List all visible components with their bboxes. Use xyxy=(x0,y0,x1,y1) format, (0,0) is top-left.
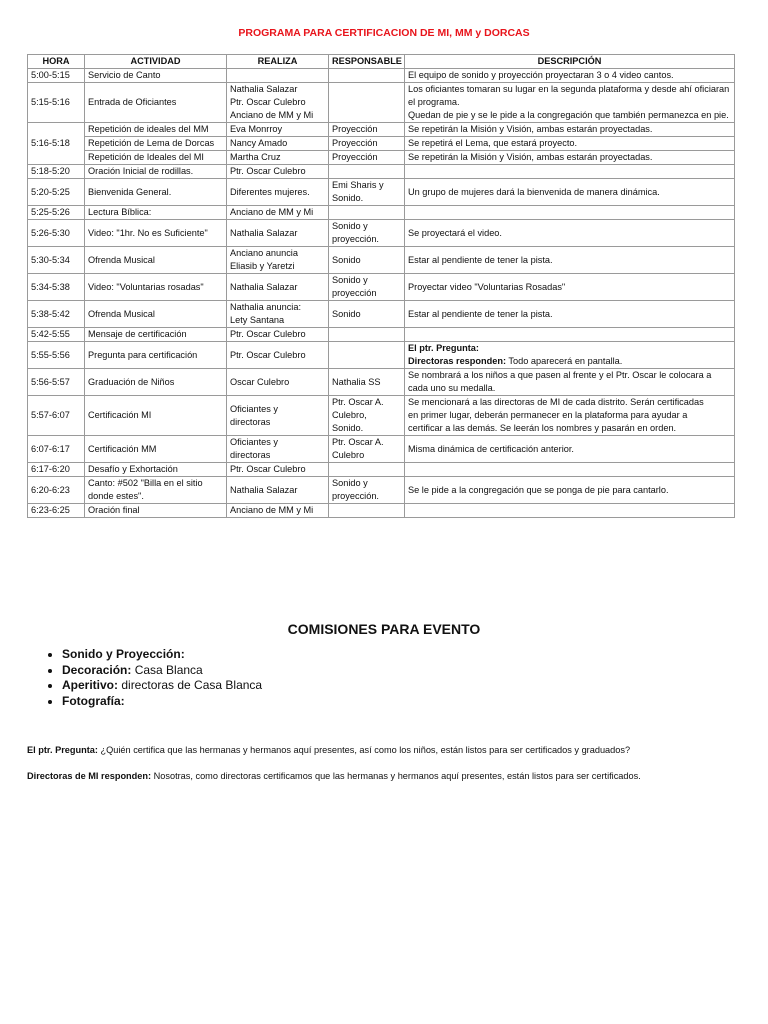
table-row xyxy=(28,396,735,436)
cell-responsable xyxy=(329,436,405,463)
cell-descripcion xyxy=(405,396,735,436)
cell-line: El ptr. Pregunta: xyxy=(408,343,479,353)
cell-line: Oficiantes y xyxy=(230,403,278,414)
cell-line: Anciano de MM y Mi xyxy=(230,207,314,217)
cell-realiza xyxy=(227,504,329,518)
cell-hora: 5:20-5:25 xyxy=(28,179,85,206)
cell-descripcion xyxy=(405,477,735,504)
table-row xyxy=(28,274,735,301)
cell-descripcion xyxy=(405,328,735,342)
cell-line: Culebro xyxy=(332,450,365,460)
cell-actividad xyxy=(85,247,227,274)
cell-actividad: Repetición de ideales del MM xyxy=(85,123,227,137)
cell-line: Estar al pendiente de tener la pista. xyxy=(408,308,553,319)
column-header-hora: HORA xyxy=(28,55,85,69)
table-row xyxy=(28,504,735,518)
cell-descripcion xyxy=(405,463,735,477)
cell-line: Graduación de Niños xyxy=(88,376,175,387)
cell-hora: 5:42-5:55 xyxy=(28,328,85,342)
cell-actividad xyxy=(85,83,227,123)
cell-line: Nathalia anuncia: xyxy=(230,302,301,312)
cell-line: Nathalia Salazar xyxy=(230,84,298,94)
cell-line: Video: "1hr. No es Suficiente" xyxy=(88,227,208,238)
document-title: PROGRAMA PARA CERTIFICACION DE MI, MM y DORCAS xyxy=(238,27,530,39)
cell-line: Estar al pendiente de tener la pista. xyxy=(408,254,553,265)
cell-hora: 5:55-5:56 xyxy=(28,342,85,369)
cell-line: directoras xyxy=(230,450,271,460)
cell-responsable xyxy=(329,463,405,477)
cell-line: Ofrenda Musical xyxy=(88,254,155,265)
cell-line: Anciano anuncia xyxy=(230,248,298,258)
cell-line: Certificación MM xyxy=(88,443,157,454)
cell-line: Mensaje de certificación xyxy=(88,329,187,339)
cell-realiza xyxy=(227,436,329,463)
comision-item xyxy=(62,663,262,679)
cell-line: Ptr. Oscar Culebro xyxy=(230,349,306,360)
note-label: Directoras de MI responden: xyxy=(27,771,152,781)
table-row xyxy=(28,301,735,328)
cell-actividad xyxy=(85,220,227,247)
column-header-responsable: RESPONSABLE xyxy=(329,55,405,69)
cell-line: proyección. xyxy=(332,234,379,244)
cell-actividad: Repetición de Lema de Dorcas xyxy=(85,137,227,151)
cell-realiza xyxy=(227,220,329,247)
cell-line: Ptr. Oscar A. xyxy=(332,437,384,447)
comision-value: Casa Blanca xyxy=(131,662,203,677)
cell-realiza xyxy=(227,274,329,301)
cell-actividad: Repetición de Ideales del MI xyxy=(85,151,227,165)
cell-line: Oficiantes y xyxy=(230,437,278,447)
cell-line: directoras xyxy=(230,416,271,427)
cell-line: Quedan de pie y se le pide a la congregación que también permanezca en pie. xyxy=(408,110,729,120)
cell-line: Nathalia Salazar xyxy=(230,484,298,495)
cell-line: Sonido. xyxy=(332,193,364,203)
cell-actividad xyxy=(85,274,227,301)
table-row xyxy=(28,463,735,477)
cell-responsable xyxy=(329,165,405,179)
cell-line: Entrada de Oficiantes xyxy=(88,97,177,107)
cell-line: Sonido xyxy=(332,254,361,265)
cell-line: Video: "Voluntarias rosadas" xyxy=(88,281,204,292)
cell-line xyxy=(408,355,731,368)
cell-realiza xyxy=(227,179,329,206)
cell-line: Servicio de Canto xyxy=(88,70,161,80)
cell-line: Lectura Bíblica: xyxy=(88,207,152,217)
cell-actividad xyxy=(85,206,227,220)
cell-descripcion xyxy=(405,369,735,396)
comision-label: Aperitivo: xyxy=(62,678,119,692)
cell-realiza xyxy=(227,301,329,328)
cell-actividad xyxy=(85,369,227,396)
cell-responsable xyxy=(329,477,405,504)
cell-actividad xyxy=(85,328,227,342)
cell-descripcion xyxy=(405,220,735,247)
column-header-descripcion: DESCRIPCIÓN xyxy=(405,55,735,69)
cell-responsable xyxy=(329,328,405,342)
cell-line: Certificación MI xyxy=(88,410,152,420)
cell-descripcion xyxy=(405,301,735,328)
cell-descripcion xyxy=(405,274,735,301)
cell-responsable xyxy=(329,274,405,301)
cell-hora: 6:07-6:17 xyxy=(28,436,85,463)
note-text: Nosotras, como directoras certificamos que las hermanas y hermanos aquí presentes, están listos para ser certificados. xyxy=(151,771,641,781)
cell-actividad xyxy=(85,179,227,206)
table-row xyxy=(28,165,735,179)
cell-descripcion xyxy=(405,69,735,83)
cell-hora: 6:23-6:25 xyxy=(28,504,85,518)
cell-responsable: Proyección xyxy=(329,123,405,137)
cell-hora: 6:20-6:23 xyxy=(28,477,85,504)
cell-responsable xyxy=(329,220,405,247)
cell-hora: 5:34-5:38 xyxy=(28,274,85,301)
cell-hora: 5:26-5:30 xyxy=(28,220,85,247)
cell-line: Bienvenida General. xyxy=(88,186,172,197)
cell-line: cada uno su medalla. xyxy=(408,383,496,393)
cell-responsable: Proyección xyxy=(329,137,405,151)
cell-line: Se proyectará el video. xyxy=(408,227,502,238)
cell-realiza xyxy=(227,83,329,123)
cell-responsable xyxy=(329,247,405,274)
comision-label: Decoración: xyxy=(62,662,132,677)
comisiones-list xyxy=(44,647,262,709)
cell-hora: 5:15-5:16 xyxy=(28,83,85,123)
cell-realiza xyxy=(227,369,329,396)
table-row xyxy=(28,179,735,206)
comision-item xyxy=(62,647,262,663)
cell-descripcion xyxy=(405,247,735,274)
cell-line: Sonido xyxy=(332,308,361,319)
table-row xyxy=(28,151,735,165)
cell-realiza xyxy=(227,328,329,342)
cell-line: en primer lugar, deberán permanecer en la plataforma para ayudar a xyxy=(408,410,688,420)
cell-line: Ptr. Oscar Culebro xyxy=(230,97,306,107)
cell-realiza xyxy=(227,165,329,179)
cell-descripcion xyxy=(405,206,735,220)
cell-line: Anciano de MM y Mi xyxy=(230,110,314,120)
cell-descripcion: Se repetirá el Lema, que estará proyecto. xyxy=(405,137,735,151)
cell-descripcion xyxy=(405,179,735,206)
cell-actividad xyxy=(85,69,227,83)
cell-responsable: Proyección xyxy=(329,151,405,165)
column-header-actividad: ACTIVIDAD xyxy=(85,55,227,69)
cell-line: Diferentes mujeres. xyxy=(230,186,310,197)
cell-line: Ofrenda Musical xyxy=(88,308,155,319)
cell-line: Un grupo de mujeres dará la bienvenida de manera dinámica. xyxy=(408,186,660,197)
table-row xyxy=(28,220,735,247)
cell-realiza: Nancy Amado xyxy=(227,137,329,151)
cell-realiza xyxy=(227,463,329,477)
cell-line: Oscar Culebro xyxy=(230,376,290,387)
cell-line: Nathalia Salazar xyxy=(230,281,298,292)
cell-realiza: Martha Cruz xyxy=(227,151,329,165)
cell-descripcion xyxy=(405,342,735,369)
cell-line: Anciano de MM y Mi xyxy=(230,505,314,515)
cell-line: El equipo de sonido y proyección proyectaran 3 o 4 video cantos. xyxy=(408,70,674,80)
cell-line: Oración Inicial de rodillas. xyxy=(88,166,194,176)
table-row xyxy=(28,328,735,342)
cell-responsable xyxy=(329,69,405,83)
cell-line: Ptr. Oscar Culebro xyxy=(230,166,306,176)
cell-line: proyección. xyxy=(332,491,379,501)
cell-descripcion xyxy=(405,504,735,518)
cell-line: Eliasib y Yaretzi xyxy=(230,261,295,271)
cell-line: Proyectar video "Voluntarias Rosadas" xyxy=(408,281,566,292)
cell-line: Ptr. Oscar Culebro xyxy=(230,329,306,339)
cell-responsable xyxy=(329,504,405,518)
cell-line: Sonido. xyxy=(332,423,364,433)
comision-label: Fotografía: xyxy=(62,693,125,708)
cell-line: Pregunta para certificación xyxy=(88,349,198,360)
table-row xyxy=(28,206,735,220)
table-row xyxy=(28,123,735,137)
cell-descripcion: Se repetirán la Misión y Visión, ambas estarán proyectadas. xyxy=(405,151,735,165)
cell-actividad xyxy=(85,477,227,504)
cell-line: Sonido y xyxy=(332,275,368,285)
cell-line: certificar a las demás. Se leerán los nombres y pasarán en orden. xyxy=(408,423,677,433)
comision-value: directoras de Casa Blanca xyxy=(118,678,263,692)
cell-line: Sonido y xyxy=(332,478,368,488)
comision-item xyxy=(62,694,262,710)
cell-actividad xyxy=(85,342,227,369)
cell-hora: 5:38-5:42 xyxy=(28,301,85,328)
cell-line: Ptr. Oscar Culebro xyxy=(230,464,306,474)
cell-line: Ptr. Oscar A. xyxy=(332,397,384,407)
cell-responsable xyxy=(329,83,405,123)
cell-line: donde estes". xyxy=(88,491,144,501)
cell-descripcion xyxy=(405,436,735,463)
cell-actividad xyxy=(85,504,227,518)
table-row xyxy=(28,83,735,123)
cell-line: Sonido y xyxy=(332,221,368,231)
cell-responsable xyxy=(329,179,405,206)
cell-realiza xyxy=(227,69,329,83)
note-text: ¿Quién certifica que las hermanas y hermanos aquí presentes, así como los niños, están listos para ser certificados y graduados? xyxy=(97,745,631,755)
cell-responsable xyxy=(329,396,405,436)
cell-actividad xyxy=(85,165,227,179)
cell-realiza xyxy=(227,477,329,504)
cell-line: Se mencionará a las directoras de MI de cada distrito. Serán certificadas xyxy=(408,397,704,407)
cell-actividad xyxy=(85,436,227,463)
cell-responsable xyxy=(329,369,405,396)
cell-descripcion xyxy=(405,165,735,179)
comisiones-title: COMISIONES PARA EVENTO xyxy=(287,621,481,637)
cell-line: Nathalia SS xyxy=(332,376,381,387)
cell-line: Los oficiantes tomaran su lugar en la segunda plataforma y desde ahí oficiaran el programa. xyxy=(408,84,730,107)
column-header-realiza: REALIZA xyxy=(227,55,329,69)
cell-hora: 5:16-5:18 xyxy=(28,123,85,165)
table-row xyxy=(28,247,735,274)
cell-hora: 5:57-6:07 xyxy=(28,396,85,436)
cell-responsable xyxy=(329,301,405,328)
table-row xyxy=(28,342,735,369)
cell-descripcion xyxy=(405,83,735,123)
cell-responsable xyxy=(329,206,405,220)
comision-label: Sonido y Proyección: xyxy=(62,647,185,661)
cell-line: proyección xyxy=(332,288,377,298)
comision-item xyxy=(62,678,262,694)
table-row xyxy=(28,137,735,151)
cell-line: Desafío y Exhortación xyxy=(88,464,178,474)
cell-realiza xyxy=(227,342,329,369)
program-table xyxy=(27,54,735,518)
table-row xyxy=(28,436,735,463)
program-table-body xyxy=(28,69,735,518)
table-header-row xyxy=(28,55,735,69)
cell-actividad xyxy=(85,301,227,328)
cell-line: Culebro, xyxy=(332,410,367,420)
cell-hora: 5:25-5:26 xyxy=(28,206,85,220)
note-label: El ptr. Pregunta: xyxy=(27,745,98,755)
cell-hora: 6:17-6:20 xyxy=(28,463,85,477)
cell-actividad xyxy=(85,396,227,436)
cell-line: Se nombrará a los niños a que pasen al frente y el Ptr. Oscar le colocara a xyxy=(408,370,712,380)
cell-hora: 5:00-5:15 xyxy=(28,69,85,83)
cell-descripcion: Se repetirán la Misión y Visión, ambas estarán proyectadas. xyxy=(405,123,735,137)
cell-line: Canto: #502 "Billa en el sitio xyxy=(88,478,203,488)
cell-hora: 5:30-5:34 xyxy=(28,247,85,274)
note-directors-answer xyxy=(27,771,747,781)
cell-line: Se le pide a la congregación que se ponga de pie para cantarlo. xyxy=(408,484,669,495)
cell-line: Emi Sharis y xyxy=(332,180,384,190)
table-row xyxy=(28,477,735,504)
cell-line: Lety Santana xyxy=(230,315,285,325)
cell-realiza: Eva Monrroy xyxy=(227,123,329,137)
cell-text: Todo aparecerá en pantalla. xyxy=(506,356,623,366)
cell-actividad xyxy=(85,463,227,477)
cell-line: Oración final xyxy=(88,505,140,515)
cell-hora: 5:56-5:57 xyxy=(28,369,85,396)
note-pastor-question xyxy=(27,745,747,755)
cell-line: Nathalia Salazar xyxy=(230,227,298,238)
table-row xyxy=(28,369,735,396)
cell-realiza xyxy=(227,247,329,274)
cell-realiza xyxy=(227,206,329,220)
cell-line: Misma dinámica de certificación anterior. xyxy=(408,443,574,454)
table-row xyxy=(28,69,735,83)
cell-responsable xyxy=(329,342,405,369)
cell-bold-text: Directoras responden: xyxy=(408,356,507,366)
cell-realiza xyxy=(227,396,329,436)
cell-hora: 5:18-5:20 xyxy=(28,165,85,179)
